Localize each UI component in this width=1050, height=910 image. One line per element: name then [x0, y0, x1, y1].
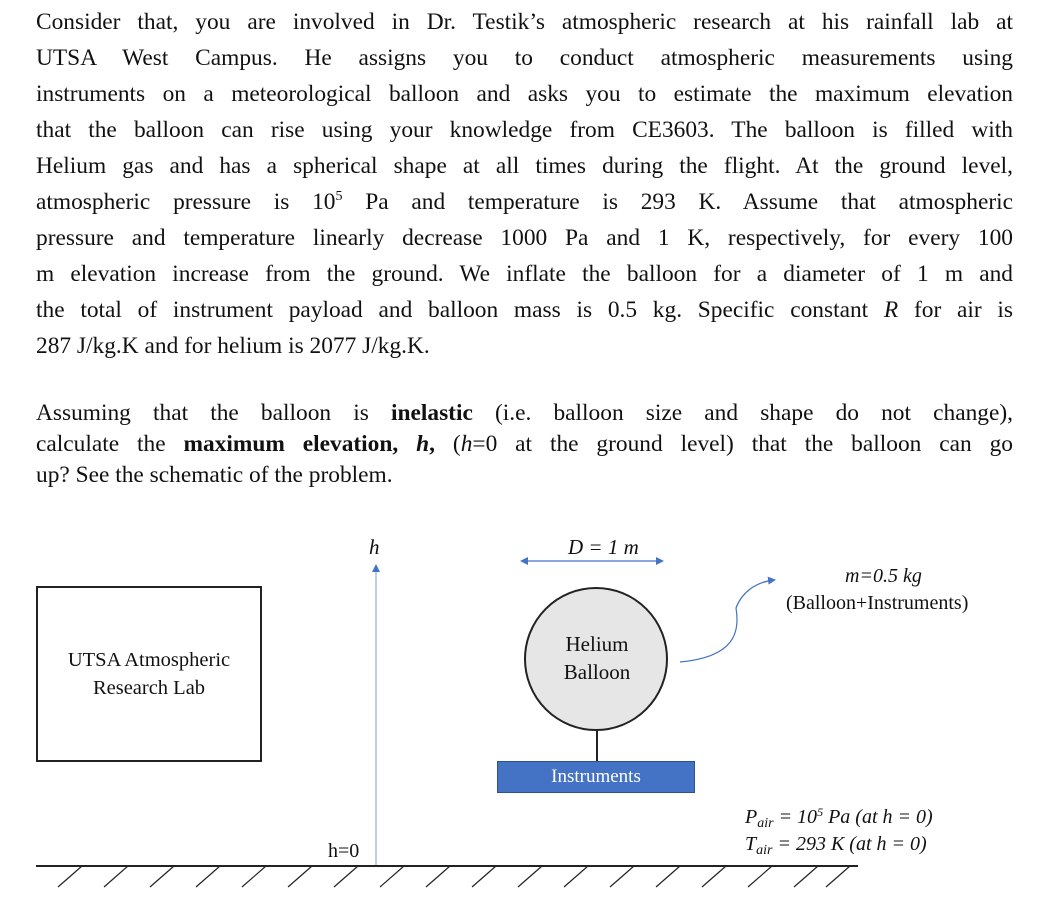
- axis-label-h: h: [369, 535, 380, 559]
- instruments-box: Instruments: [497, 761, 695, 793]
- text-line: m elevation increase from the ground. We inflate the balloon for a diameter of 1 m and: [36, 261, 1013, 287]
- text-fragment: (i.e. balloon size and shape do not change),: [472, 400, 1014, 426]
- balloon-label-line1: Helium: [565, 632, 629, 656]
- pressure-base: 10: [312, 189, 336, 215]
- ground-label: h=0: [328, 840, 360, 862]
- pressure-condition: $P_{air} = 10^5$ Pa (at h = 0): [745, 805, 933, 831]
- mass-pointer-arrow: [680, 580, 774, 662]
- text-fragment: the total of instrument payload and balloon mass is 0.5 kg. Specific constant: [36, 297, 884, 323]
- text-fragment: atmospheric pressure is: [36, 189, 313, 215]
- bold-italic-variable: h: [416, 431, 430, 457]
- balloon-label: [526, 630, 668, 686]
- mass-note: (Balloon+Instruments): [786, 592, 969, 614]
- text-line: pressure and temperature linearly decrease 1000 Pa and 1 K, respectively, for every 100: [36, 225, 1013, 251]
- text-line: UTSA West Campus. He assigns you to conduct atmospheric measurements using: [36, 45, 1013, 71]
- bold-term: inelastic: [390, 400, 473, 426]
- text-line: instruments on a meteorological balloon and asks you to estimate the maximum elevation: [36, 81, 1013, 107]
- ground-hatching: [58, 866, 850, 887]
- text-line: Helium gas and has a spherical shape at all times during the flight. At the ground level,: [36, 153, 1013, 179]
- temperature-condition: $T_{air} = 293$ K (at h = 0): [745, 833, 927, 858]
- italic-variable: h: [460, 431, 473, 457]
- mass-label: m=0.5 kg: [845, 565, 922, 587]
- balloon-label-line2: Balloon: [563, 660, 631, 684]
- text-fragment: (: [435, 431, 461, 457]
- diameter-label: D = 1 m: [568, 535, 639, 559]
- text-fragment: Pa and temperature is 293 K. Assume that atmospheric: [342, 189, 1013, 215]
- text-line: Consider that, you are involved in Dr. Testik’s atmospheric research at his rainfall lab at: [36, 9, 1013, 35]
- text-fragment: for air is: [898, 297, 1014, 323]
- text-line: 287 J/kg.K and for helium is 2077 J/kg.K.: [36, 333, 430, 359]
- lab-label-line2: Research Lab: [92, 677, 206, 699]
- text-line: up? See the schematic of the problem.: [36, 462, 393, 488]
- lab-building-box: [36, 586, 262, 762]
- bold-comma: ,: [429, 431, 435, 457]
- text-line: that the balloon can rise using your knowledge from CE3603. The balloon is filled with: [36, 117, 1013, 143]
- text-fragment: calculate the: [36, 431, 184, 457]
- exponent: 5: [335, 189, 343, 204]
- italic-variable: R: [883, 297, 899, 323]
- text-fragment: Assuming that the balloon is: [36, 400, 391, 426]
- lab-label-line1: UTSA Atmospheric: [67, 649, 231, 671]
- text-fragment: =0 at the ground level) that the balloon can go: [472, 431, 1013, 457]
- bold-term: maximum elevation,: [183, 431, 417, 457]
